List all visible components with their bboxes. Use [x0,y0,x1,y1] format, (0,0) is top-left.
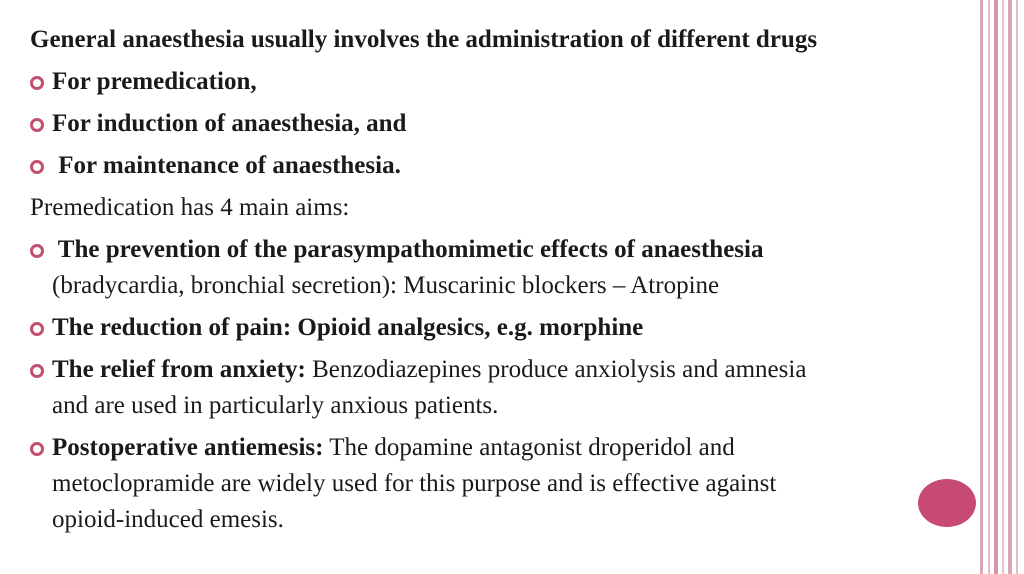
aims-heading: Premedication has 4 main aims: [30,194,350,221]
bullet-icon [30,76,44,90]
list-item-text: (bradycardia, bronchial secretion): Muscarinic blockers – Atropine [52,272,720,299]
list-item-bold-text: The relief from anxiety: [52,356,306,383]
decorative-stripes [980,0,1024,574]
stripe [1008,0,1012,574]
list-item-text: opioid-induced emesis. [52,506,284,533]
list-item [30,232,980,304]
list-item-text: For maintenance of anaesthesia. [52,152,401,179]
list-item [30,148,980,184]
stripe [1002,0,1004,574]
bullet-icon [30,160,44,174]
bullet-icon [30,442,44,456]
list-item-text: The dopamine antagonist droperidol and [323,434,735,461]
list-item [30,310,980,346]
stripe [980,0,983,574]
bullet-icon [30,118,44,132]
stripe [1016,0,1018,574]
bullet-icon [30,322,44,336]
list-item [30,106,980,142]
list-item-text: Benzodiazepines produce anxiolysis and amnesia [305,356,807,383]
slide-content [30,22,980,544]
list-item-bold-text: The prevention of the parasympathomimetic effects of anaesthesia [52,236,764,263]
list-item [30,64,980,100]
bullet-icon [30,244,44,258]
intro-text: General anaesthesia usually involves the administration of different drugs [30,26,818,53]
stripe [994,0,998,574]
bullet-icon [30,364,44,378]
list-item-bold-text: The reduction of pain: Opioid analgesics, e.g. morphine [52,314,644,341]
list-item-text: For premedication, [52,68,257,95]
stripe [988,0,990,574]
list-item [30,430,980,538]
list-item-text: metoclopramide are widely used for this purpose and is effective against [52,470,777,497]
list-item-text: For induction of anaesthesia, and [52,110,407,137]
list-item-bold-text: Postoperative antiemesis: [52,434,324,461]
list-item-text: and are used in particularly anxious patients. [52,392,499,419]
list-item [30,352,980,424]
